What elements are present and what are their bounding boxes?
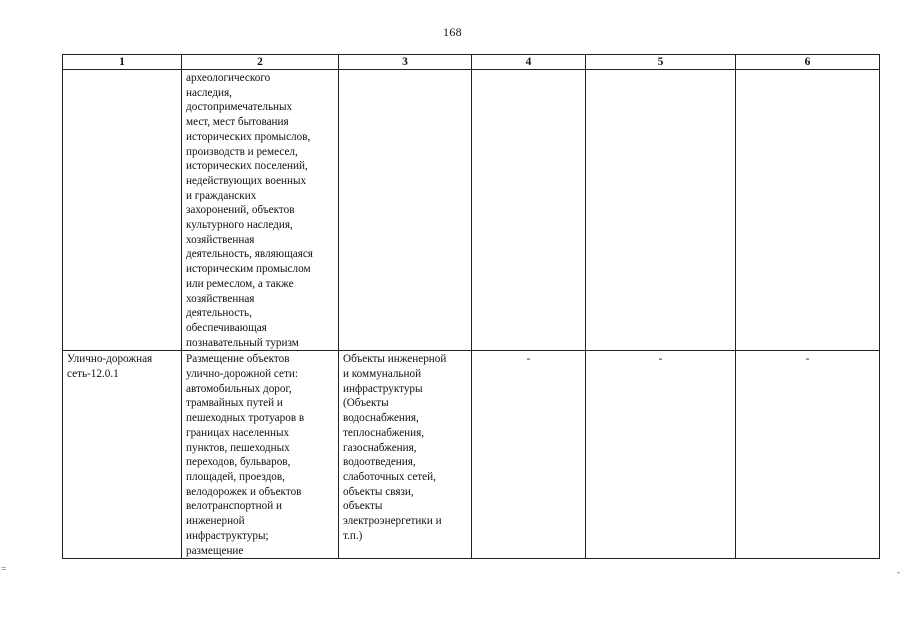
table-row	[63, 351, 880, 559]
scan-edge-mark-left: =	[1, 564, 7, 574]
cell-text: Объекты инженерной и коммунальной инфраструктуры (Объекты водоснабжения, теплоснабжения, газоснабжения, водоотведения, слаботочных сетей, объекты связи, объекты электроэнергетики и т.п.)	[343, 353, 447, 542]
table-cell-param-5	[586, 70, 736, 351]
table-cell-description	[182, 351, 339, 559]
table-cell-param-4	[472, 351, 586, 559]
scan-edge-mark-right: -	[897, 567, 900, 577]
table-cell-name	[63, 351, 182, 559]
table-cell-param-5	[586, 351, 736, 559]
page-number: 168	[443, 25, 462, 39]
column-header-4: 4	[472, 55, 586, 70]
table-cell-param-4	[472, 70, 586, 351]
table-cell-objects	[339, 351, 472, 559]
table-cell-objects	[339, 70, 472, 351]
table-cell-name	[63, 70, 182, 351]
cell-text: -	[526, 353, 531, 366]
cell-text: Улично-дорожная сеть-12.0.1	[67, 353, 153, 381]
column-header-3: 3	[339, 55, 472, 70]
table-header-row	[63, 55, 880, 70]
cell-text: -	[658, 353, 663, 366]
cell-text: археологического наследия, достопримечательных мест, мест бытования исторических промыслов, производств и ремесел, исторических поселений, недействующих военных и гражданских захоронений, объектов культурного наследия, хозяйственная деятельность, являющаяся историческим промыслом или ремеслом, а также хозяйственная деятельность, обеспечивающая познавательный туризм	[186, 72, 313, 349]
cell-text: Размещение объектов улично-дорожной сети: автомобильных дорог, трамвайных путей и пешеходных тротуаров в границах населенных пунктов, пешеходных переходов, бульваров, площадей, проездов, велодорожек и объектов велотранспортной и инженерной инфраструктуры; размещение	[186, 353, 305, 557]
regulations-table	[62, 54, 880, 559]
table-row	[63, 70, 880, 351]
table-cell-param-6	[736, 351, 880, 559]
table-cell-param-6	[736, 70, 880, 351]
cell-text: -	[805, 353, 810, 366]
column-header-1: 1	[63, 55, 182, 70]
column-header-6: 6	[736, 55, 880, 70]
table-cell-description	[182, 70, 339, 351]
column-header-2: 2	[182, 55, 339, 70]
column-header-5: 5	[586, 55, 736, 70]
